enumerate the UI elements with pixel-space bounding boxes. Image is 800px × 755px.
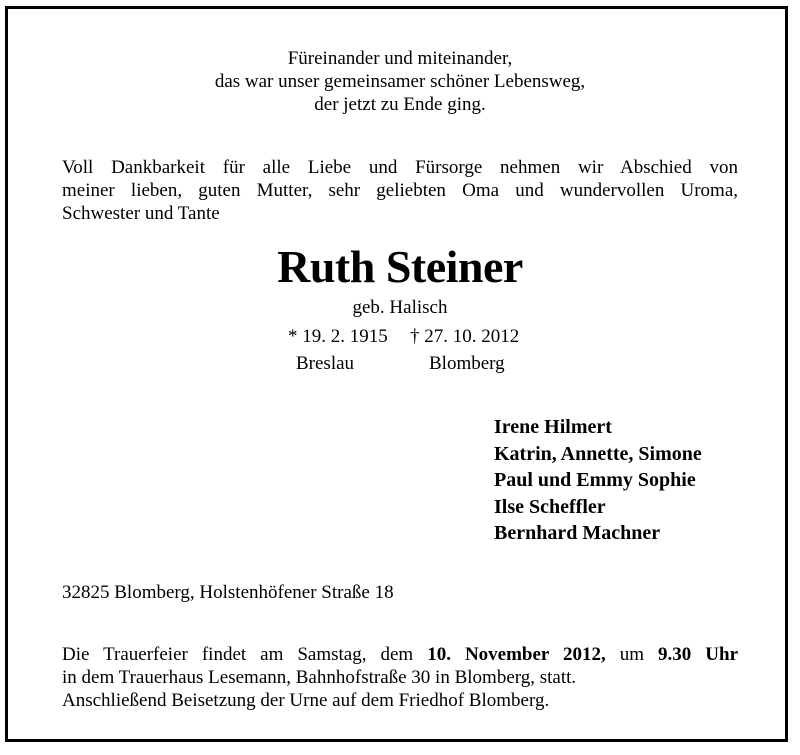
mourner-name: Ilse Scheffler — [494, 495, 606, 518]
mourner-name: Bernhard Machner — [494, 522, 661, 544]
service-line-2: in dem Trauerhaus Lesemann, Bahnhofstraße 30 in Blomberg, statt. — [62, 667, 577, 688]
service-time: 9.30 Uhr — [658, 644, 739, 665]
service-line-3: Anschließend Beisetzung der Urne auf dem Friedhof Blomberg. — [62, 690, 550, 711]
birth-date: * 19. 2. 1915 — [288, 326, 388, 347]
birth-place: Breslau — [296, 353, 355, 374]
maiden-name: geb. Halisch — [352, 297, 448, 318]
intro-line-2: meiner lieben, guten Mutter, sehr geliebten Oma und wundervollen Uroma, — [62, 180, 738, 201]
service-paragraph — [62, 643, 738, 712]
service-date: 10. November 2012, — [427, 644, 606, 665]
mourner-name: Paul und Emmy Sophie — [494, 469, 696, 491]
intro-paragraph — [62, 156, 738, 225]
intro-line-3: Schwester und Tante — [62, 203, 220, 224]
poem-line-1: Füreinander und miteinander, — [287, 48, 513, 69]
address: 32825 Blomberg, Holstenhöfener Straße 18 — [62, 582, 394, 603]
death-date: † 27. 10. 2012 — [410, 326, 520, 347]
service-text: um — [619, 644, 645, 665]
poem-line-2: das war unser gemeinsamer schöner Lebensweg, — [214, 71, 586, 92]
mourner-name: Irene Hilmert — [494, 416, 612, 438]
poem-line-3: der jetzt zu Ende ging. — [314, 94, 486, 115]
mourner-name: Katrin, Annette, Simone — [494, 442, 702, 465]
intro-line-1: Voll Dankbarkeit für alle Liebe und Fürsorge nehmen wir Abschied von — [62, 157, 738, 178]
mourners-list — [494, 414, 702, 547]
death-place: Blomberg — [429, 353, 505, 374]
service-text: Die Trauerfeier findet am Samstag, dem — [62, 644, 414, 665]
service-line-1 — [62, 643, 738, 666]
deceased-name: Ruth Steiner — [277, 241, 523, 292]
